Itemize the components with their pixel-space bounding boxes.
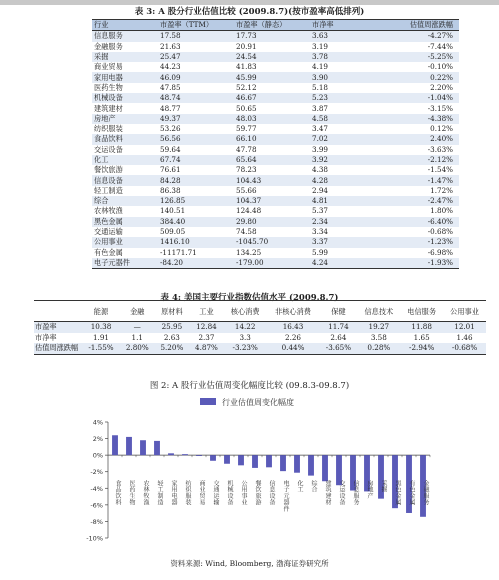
x-category-label: 公用事业 <box>240 480 247 506</box>
column-header: 行业 <box>92 20 158 31</box>
bar <box>154 441 160 455</box>
industry-name: 交运设备 <box>94 144 123 154</box>
table-cell: 11.74 <box>319 322 357 333</box>
y-tick-label: -6% <box>90 501 103 510</box>
table-row <box>92 52 459 62</box>
column-header: 市净率 <box>310 20 386 31</box>
source-note: 资料来源: Wind, Bloomberg, 渤海证券研究所 <box>170 559 329 568</box>
table-cell: 124.48 <box>236 206 262 216</box>
x-category-label: 餐饮旅游 <box>254 480 261 506</box>
table-cell: 21.63 <box>160 41 181 51</box>
table-row <box>34 343 486 354</box>
column-header: 原材料 <box>155 301 190 322</box>
industry-name: 医药生物 <box>94 82 123 92</box>
column-header: 金融 <box>120 301 155 322</box>
table-cell: -1.47% <box>386 175 459 185</box>
metric-name: 估值周涨跌幅 <box>34 343 82 354</box>
table-cell: 11.88 <box>400 322 443 333</box>
table-cell: 47.85 <box>160 82 181 92</box>
table-cell: 104.37 <box>234 196 310 206</box>
table-row <box>92 114 459 124</box>
table4-caption: 表 4: 美国主要行业指数估值水平 (2009.8.7) <box>160 293 339 303</box>
column-header: 电信服务 <box>400 301 443 322</box>
table-cell: — <box>120 322 155 333</box>
table-cell: -0.68% <box>427 227 453 237</box>
table-cell: 126.85 <box>158 196 234 206</box>
industry-name: 有色金属 <box>94 247 123 257</box>
table-cell: 74.58 <box>236 227 257 237</box>
bar <box>224 455 230 464</box>
x-category-label: 轻工制造 <box>156 480 163 506</box>
table-row <box>34 333 486 344</box>
x-category-label: 交通运输 <box>212 480 219 506</box>
table-cell: 134.25 <box>236 247 262 257</box>
industry-name: 农林牧渔 <box>94 206 123 216</box>
table-cell: 3.63 <box>310 31 386 42</box>
table-cell: -1.04% <box>386 93 459 103</box>
x-category-label: 综合 <box>310 480 317 493</box>
table-cell: 53.26 <box>160 124 181 134</box>
column-header <box>34 301 82 322</box>
table-cell: -1045.70 <box>234 237 310 247</box>
table-cell: 2.80% <box>120 343 155 354</box>
table-cell: 56.56 <box>158 134 234 144</box>
table-cell: 0.44% <box>267 343 320 354</box>
table-row <box>92 124 459 134</box>
table-cell: 2.63 <box>163 332 180 342</box>
table-cell: 45.99 <box>234 72 310 82</box>
table-cell: 17.73 <box>234 31 310 42</box>
industry-name: 金融服务 <box>94 41 123 51</box>
table-row <box>92 175 459 185</box>
table-cell: -3.15% <box>427 103 453 113</box>
x-category-label: 机械设备 <box>226 480 233 506</box>
table-cell: 12.84 <box>189 322 224 333</box>
table-cell: 2.34 <box>310 217 386 227</box>
x-category-label: 采掘 <box>380 480 387 493</box>
legend-label: 行业估值周变化幅度 <box>222 398 294 407</box>
table-row <box>92 165 459 175</box>
industry-name: 房地产 <box>92 114 158 124</box>
table-cell: 3.58 <box>370 332 387 342</box>
legend-swatch <box>200 398 216 405</box>
x-category-label: 化工 <box>296 480 303 493</box>
column-header: 市盈率（TTM） <box>158 20 234 31</box>
column-header: 核心消费 <box>224 301 267 322</box>
table-cell: 2.37 <box>198 332 215 342</box>
column-header: 估值周涨跌幅 <box>386 20 459 31</box>
table-cell: 4.58 <box>310 114 386 124</box>
table-cell: 4.87% <box>189 343 224 354</box>
table-cell: -1.93% <box>386 258 459 269</box>
x-category-label: 建筑建材 <box>324 480 331 506</box>
table-cell: -4.38% <box>386 114 459 124</box>
table-row <box>34 322 486 333</box>
table-row <box>92 237 459 247</box>
table-cell: 3.99 <box>312 144 329 154</box>
table-row <box>92 134 459 144</box>
table-header-row <box>34 301 486 322</box>
table-cell: 1.46 <box>456 332 473 342</box>
column-header: 保健 <box>319 301 357 322</box>
industry-name: 化工 <box>92 155 158 165</box>
table-cell: -3.23% <box>224 343 267 354</box>
valuation-table-us <box>34 300 486 355</box>
table-cell: 46.67 <box>234 93 310 103</box>
table-row <box>92 217 459 227</box>
table-cell: 104.43 <box>234 175 310 185</box>
industry-name: 机械设备 <box>92 93 158 103</box>
bar <box>126 437 132 455</box>
table-cell: 3.19 <box>312 41 329 51</box>
table-cell: 384.40 <box>158 217 234 227</box>
weekly-change-chart <box>0 394 499 556</box>
y-tick-label: 0% <box>92 451 103 460</box>
table-cell: -0.10% <box>427 62 453 72</box>
x-category-label: 金融服务 <box>422 480 429 506</box>
table-cell: -6.98% <box>427 247 453 257</box>
table-cell: 4.19 <box>312 62 329 72</box>
table-cell: -1.54% <box>427 165 453 175</box>
table-cell: 16.43 <box>267 322 320 333</box>
table-row <box>92 248 459 258</box>
table-cell: 0.12% <box>430 124 453 134</box>
table-row <box>92 196 459 206</box>
table-cell: 2.64 <box>330 332 347 342</box>
table-row <box>92 42 459 52</box>
bar <box>266 455 272 467</box>
bar <box>238 455 244 465</box>
x-category-label: 农林牧渔 <box>142 480 149 506</box>
table-row <box>92 258 459 269</box>
table-cell: -5.25% <box>386 52 459 62</box>
y-tick-label: 4% <box>92 418 103 427</box>
table-cell: 12.01 <box>443 322 486 333</box>
table-cell: 2.20% <box>430 82 453 92</box>
table-cell: 59.77 <box>236 124 257 134</box>
table-cell: -2.47% <box>386 196 459 206</box>
table-cell: 19.27 <box>357 322 400 333</box>
table-cell: 2.94 <box>312 185 329 195</box>
table-cell: 48.77 <box>160 103 181 113</box>
table-cell: 49.37 <box>158 114 234 124</box>
table-cell: 50.65 <box>236 103 257 113</box>
table-cell: -6.40% <box>386 217 459 227</box>
table-cell: 24.54 <box>234 52 310 62</box>
table-cell: 1.72% <box>430 185 453 195</box>
metric-name: 市盈率 <box>34 322 82 333</box>
table-cell: 25.95 <box>155 322 190 333</box>
table-cell: 1416.10 <box>158 237 234 247</box>
bar <box>196 455 202 456</box>
table3-caption: 表 3: A 股分行业估值比较 (2009.8.7)(按市盈率高低排列) <box>134 7 365 17</box>
table-cell: 48.03 <box>234 114 310 124</box>
industry-name: 采掘 <box>92 52 158 62</box>
x-category-label: 纺织服装 <box>184 480 191 506</box>
table-cell: 0.22% <box>386 72 459 82</box>
table-cell: 76.61 <box>160 165 181 175</box>
table-cell: 3.47 <box>312 124 329 134</box>
table-cell: 5.37 <box>312 206 329 216</box>
table-cell: 3.87 <box>312 103 329 113</box>
bar <box>294 455 300 473</box>
table-cell: 67.74 <box>158 155 234 165</box>
table-cell: 4.24 <box>310 258 386 269</box>
table-cell: 1.65 <box>413 332 430 342</box>
table-cell: 65.64 <box>234 155 310 165</box>
table-cell: -2.94% <box>400 343 443 354</box>
table-cell: 5.20% <box>155 343 190 354</box>
y-tick-label: -10% <box>86 534 103 543</box>
table-cell: 2.26 <box>285 332 302 342</box>
table-row <box>92 145 459 155</box>
table-cell: 3.34 <box>312 227 329 237</box>
table-cell: 52.12 <box>236 82 257 92</box>
table-cell: 2.40% <box>386 134 459 144</box>
valuation-table-a-share <box>92 19 459 269</box>
x-category-label: 信息设备 <box>268 480 275 506</box>
x-category-label: 交运设备 <box>338 480 345 506</box>
table-cell: 1.80% <box>430 206 453 216</box>
industry-name: 建筑建材 <box>94 103 123 113</box>
table-row <box>92 93 459 103</box>
x-category-label: 食品饮料 <box>114 480 121 506</box>
table-cell: -2.12% <box>386 155 459 165</box>
y-tick-label: -2% <box>90 468 103 477</box>
table-cell: 4.81 <box>310 196 386 206</box>
table-cell: 3.78 <box>310 52 386 62</box>
figure-title: 图 2: A 股行业估值周变化幅度比较 (09.8.3-09.8.7) <box>149 381 350 391</box>
table-cell: -3.63% <box>427 144 453 154</box>
table-header-row <box>92 20 459 31</box>
industry-name: 信息设备 <box>92 175 158 185</box>
table-cell: 4.28 <box>310 175 386 185</box>
x-category-label: 房地产 <box>366 480 373 500</box>
y-tick-label: -8% <box>90 517 103 526</box>
metric-name: 市净率 <box>35 332 57 342</box>
table-cell: 59.64 <box>160 144 181 154</box>
table-cell: 140.51 <box>160 206 186 216</box>
table-row <box>92 103 459 113</box>
table-cell: 86.38 <box>160 185 181 195</box>
table-row <box>92 31 459 42</box>
bar <box>308 455 314 475</box>
industry-name: 黑色金属 <box>92 217 158 227</box>
table-cell: -4.27% <box>386 31 459 42</box>
table-cell: 17.58 <box>158 31 234 42</box>
industry-name: 餐饮旅游 <box>94 165 123 175</box>
table-row <box>92 72 459 82</box>
bar <box>322 455 328 481</box>
x-category-label: 家用电器 <box>170 480 177 506</box>
industry-name: 公用事业 <box>92 237 158 247</box>
bar <box>210 455 216 461</box>
x-category-label: 黑色金属 <box>394 480 401 506</box>
table-cell: 55.66 <box>236 185 257 195</box>
table-cell: 509.05 <box>160 227 186 237</box>
industry-name: 食品饮料 <box>92 134 158 144</box>
table-cell: 1.91 <box>92 332 109 342</box>
column-header: 能源 <box>82 301 120 322</box>
table-cell: 29.80 <box>234 217 310 227</box>
industry-name: 商业贸易 <box>94 62 123 72</box>
column-header: 工业 <box>189 301 224 322</box>
table-cell: 10.38 <box>82 322 120 333</box>
table-cell: 78.23 <box>236 165 257 175</box>
table-cell: 25.47 <box>158 52 234 62</box>
table-row <box>92 62 459 72</box>
bar <box>280 455 286 471</box>
industry-name: 信息服务 <box>92 31 158 42</box>
industry-name: 交通运输 <box>94 227 123 237</box>
table-cell: -84.20 <box>158 258 234 269</box>
table-cell: -1.55% <box>82 343 120 354</box>
table-cell: 66.10 <box>234 134 310 144</box>
table-cell: 5.18 <box>312 82 329 92</box>
column-header: 市盈率（静态） <box>234 20 310 31</box>
table-cell: -0.68% <box>443 343 486 354</box>
industry-name: 家用电器 <box>92 72 158 82</box>
table-cell: 5.23 <box>310 93 386 103</box>
table-cell: 7.02 <box>310 134 386 144</box>
table-cell: -3.65% <box>319 343 357 354</box>
table-cell: 4.38 <box>312 165 329 175</box>
industry-name: 纺织服装 <box>94 124 123 134</box>
x-category-label: 电子元器件 <box>282 480 289 512</box>
table-cell: 5.99 <box>312 247 329 257</box>
column-header: 公用事业 <box>443 301 486 322</box>
table-cell: -1.23% <box>386 237 459 247</box>
bar <box>140 440 146 455</box>
industry-name: 轻工制造 <box>94 185 123 195</box>
table-cell: 1.1 <box>131 332 143 342</box>
bar <box>182 454 188 455</box>
table-cell: 41.83 <box>236 62 257 72</box>
table-row <box>92 186 459 196</box>
table-cell: 48.74 <box>158 93 234 103</box>
table-cell: 47.78 <box>236 144 257 154</box>
table-cell: 84.28 <box>158 175 234 185</box>
table-cell: 3.37 <box>310 237 386 247</box>
x-category-label: 商业贸易 <box>198 480 205 506</box>
y-tick-label: 2% <box>92 435 103 444</box>
x-category-label: 信息服务 <box>352 480 359 506</box>
bar <box>112 435 118 455</box>
x-category-label: 医药生物 <box>128 480 135 506</box>
industry-name: 电子元器件 <box>92 258 158 269</box>
table-row <box>92 227 459 237</box>
table-cell: 3.3 <box>239 332 251 342</box>
bar <box>252 455 258 468</box>
table-cell: 44.23 <box>160 62 181 72</box>
table-cell: 46.09 <box>158 72 234 82</box>
table-cell: 3.92 <box>310 155 386 165</box>
table-row <box>92 83 459 93</box>
table-cell: -11171.71 <box>160 247 197 257</box>
column-header: 非核心消费 <box>267 301 320 322</box>
table-cell: 3.90 <box>310 72 386 82</box>
table-cell: 14.22 <box>224 322 267 333</box>
table-cell: -7.44% <box>427 41 453 51</box>
y-tick-label: -4% <box>90 484 103 493</box>
table-cell: 0.28% <box>357 343 400 354</box>
table-row <box>92 206 459 216</box>
table-cell: 20.91 <box>236 41 257 51</box>
column-header: 信息技术 <box>357 301 400 322</box>
table-row <box>92 155 459 165</box>
industry-name: 综合 <box>92 196 158 206</box>
bar <box>168 453 174 455</box>
table-cell: -179.00 <box>234 258 310 269</box>
x-category-label: 有色金属 <box>408 480 415 506</box>
